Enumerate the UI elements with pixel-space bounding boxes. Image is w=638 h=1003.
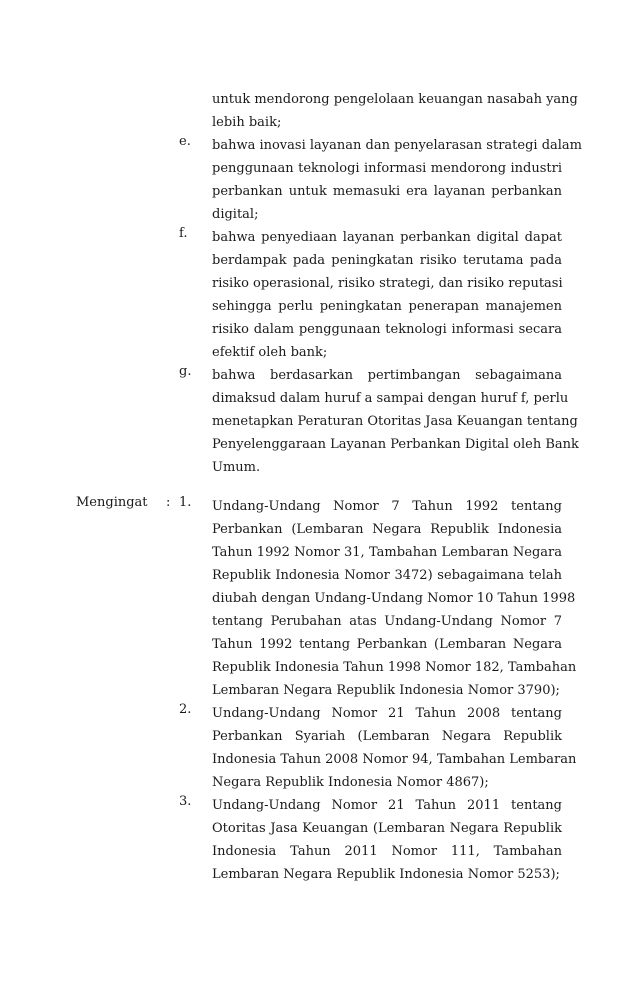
text-line: penggunaan teknologi informasi mendorong industri <box>212 161 562 176</box>
text-line: berdampak pada peningkatan risiko terutama pada <box>212 253 562 268</box>
mengingat-item-2 <box>0 702 638 794</box>
text-line: bahwa inovasi layanan dan penyelarasan strategi dalam <box>212 138 582 153</box>
text-line: Republik Indonesia Tahun 1998 Nomor 182, Tambahan <box>212 660 577 675</box>
item-text <box>212 702 577 794</box>
text-line: bahwa penyediaan layanan perbankan digital dapat <box>212 230 562 245</box>
item-text <box>212 134 582 226</box>
text-line: Otoritas Jasa Keuangan (Lembaran Negara Republik <box>212 821 562 836</box>
item-text <box>212 226 562 364</box>
text-line: Negara Republik Indonesia Nomor 4867); <box>212 775 489 790</box>
item-marker: f. <box>179 226 188 241</box>
section-label-mengingat: Mengingat <box>76 495 148 510</box>
mengingat-item-1 <box>0 495 638 702</box>
item-marker: 3. <box>179 794 192 809</box>
text-line: risiko operasional, risiko strategi, dan risiko reputasi <box>212 276 563 291</box>
item-marker: 2. <box>179 702 192 717</box>
text-line: Republik Indonesia Nomor 3472) sebagaimana telah <box>212 568 562 583</box>
text-line: Umum. <box>212 460 261 475</box>
menimbang-section <box>0 88 638 479</box>
text-line: lebih baik; <box>212 115 282 130</box>
text-line: menetapkan Peraturan Otoritas Jasa Keuangan tentang <box>212 414 578 429</box>
menimbang-item-g <box>0 364 638 479</box>
text-line: diubah dengan Undang-Undang Nomor 10 Tahun 1998 <box>212 591 576 606</box>
text-line: Undang-Undang Nomor 7 Tahun 1992 tentang <box>212 499 562 514</box>
text-line: Undang-Undang Nomor 21 Tahun 2008 tentang <box>212 706 562 721</box>
menimbang-item-e <box>0 134 638 226</box>
text-line: Penyelenggaraan Layanan Perbankan Digital oleh Bank <box>212 437 579 452</box>
menimbang-item-f <box>0 226 638 364</box>
section-colon: : <box>166 495 171 510</box>
mengingat-item-3 <box>0 794 638 886</box>
text-line: bahwa berdasarkan pertimbangan sebagaimana <box>212 368 562 383</box>
text-line: Tahun 1992 tentang Perbankan (Lembaran Negara <box>212 637 562 652</box>
text-line: Lembaran Negara Republik Indonesia Nomor 5253); <box>212 867 560 882</box>
text-line: efektif oleh bank; <box>212 345 328 360</box>
item-text <box>212 495 577 702</box>
item-marker: e. <box>179 134 191 149</box>
item-marker: g. <box>179 364 192 379</box>
text-line: untuk mendorong pengelolaan keuangan nasabah yang <box>212 92 578 107</box>
text-line: risiko dalam penggunaan teknologi informasi secara <box>212 322 562 337</box>
text-line: Perbankan Syariah (Lembaran Negara Republik <box>212 729 562 744</box>
text-line: Indonesia Tahun 2011 Nomor 111, Tambahan <box>212 844 562 859</box>
text-line: Lembaran Negara Republik Indonesia Nomor 3790); <box>212 683 560 698</box>
item-text <box>212 88 578 134</box>
text-line: Undang-Undang Nomor 21 Tahun 2011 tentang <box>212 798 562 813</box>
text-line: digital; <box>212 207 259 222</box>
text-line: Indonesia Tahun 2008 Nomor 94, Tambahan Lembaran <box>212 752 577 767</box>
item-marker: 1. <box>179 495 192 510</box>
menimbang-item-d-continuation <box>0 88 638 134</box>
text-line: Tahun 1992 Nomor 31, Tambahan Lembaran Negara <box>212 545 562 560</box>
item-text <box>212 364 579 479</box>
mengingat-section <box>0 495 638 886</box>
text-line: sehingga perlu peningkatan penerapan manajemen <box>212 299 562 314</box>
item-text <box>212 794 562 886</box>
text-line: dimaksud dalam huruf a sampai dengan huruf f, perlu <box>212 391 569 406</box>
text-line: tentang Perubahan atas Undang-Undang Nomor 7 <box>212 614 562 629</box>
text-line: Perbankan (Lembaran Negara Republik Indonesia <box>212 522 562 537</box>
text-line: perbankan untuk memasuki era layanan perbankan <box>212 184 562 199</box>
